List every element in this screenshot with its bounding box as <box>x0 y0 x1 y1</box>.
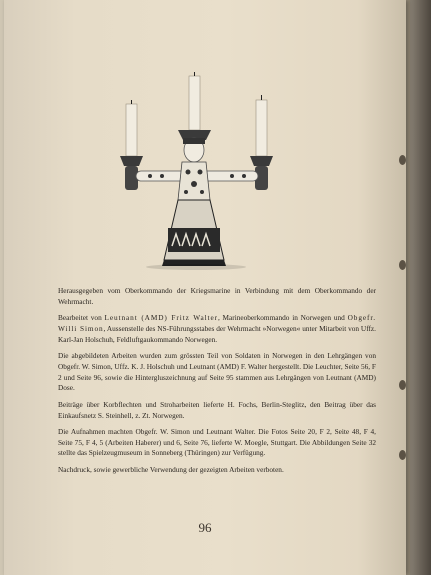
paragraph-contributions: Beiträge über Korbflechten und Stroharbeiten lieferte H. Fochs, Berlin-Steglitz, den Beitrag über das Einkaufsnetz S. Steinhell, z. Zt. Norwegen. <box>58 399 376 420</box>
paragraph-editors: Bearbeitet von Leutnant (AMD) Fritz Walter, Marineoberkommando in Norwegen und Obgefr. Willi Simon, Aussenstelle des NS-Führungsstabes der Wehrmacht »Norwegen« unter Mitarbeit von Uffz. Karl-Jan Holschuh, Feldluftgaukommando Norwegen. <box>58 313 376 344</box>
paragraph-photos: Die Aufnahmen machten Obgefr. W. Simon und Leutnant Walter. Die Fotos Seite 20, F 2, Seite 48, F 4, Seite 75, F 4, 5 (Arbeiten Haberer) und 6, Seite 76, lieferte W. Moegle, Stuttgart. Die Abbildungen Seite 32 stellte das Spielzeugmuseum in Sonneberg (Thüringen) zur Verfügung. <box>58 427 376 458</box>
candelabra-figure-illustration <box>116 70 286 270</box>
page-number: 96 <box>198 520 212 535</box>
binding-hole <box>399 380 406 390</box>
paragraph-copyright: Nachdruck, sowie gewerbliche Verwendung der gezeigten Arbeiten verboten. <box>58 465 284 475</box>
binding-hole <box>399 155 406 165</box>
binding-hole <box>399 450 406 460</box>
binding-hole <box>399 260 406 270</box>
paragraph-publisher: Herausgegeben vom Oberkommando der Kriegsmarine in Verbindung mit dem Oberkommando der Wehrmacht. <box>58 286 376 306</box>
colophon-text <box>58 286 376 482</box>
book-page <box>4 0 406 575</box>
paragraph-works: Die abgebildeten Arbeiten wurden zum grössten Teil von Soldaten in Norwegen in den Lehrgängen von Obgefr. W. Simon, Uffz. K. J. Holschuh und Leutnant (AMD) F. Walter hergestellt. Die Leuchter, Seite 56, F 2 und Seite 96, sowie die Hintergluszeichnung auf Seite 95 stammen aus Lehrgängen von Leutnant (AMD) Dose. <box>58 351 376 393</box>
